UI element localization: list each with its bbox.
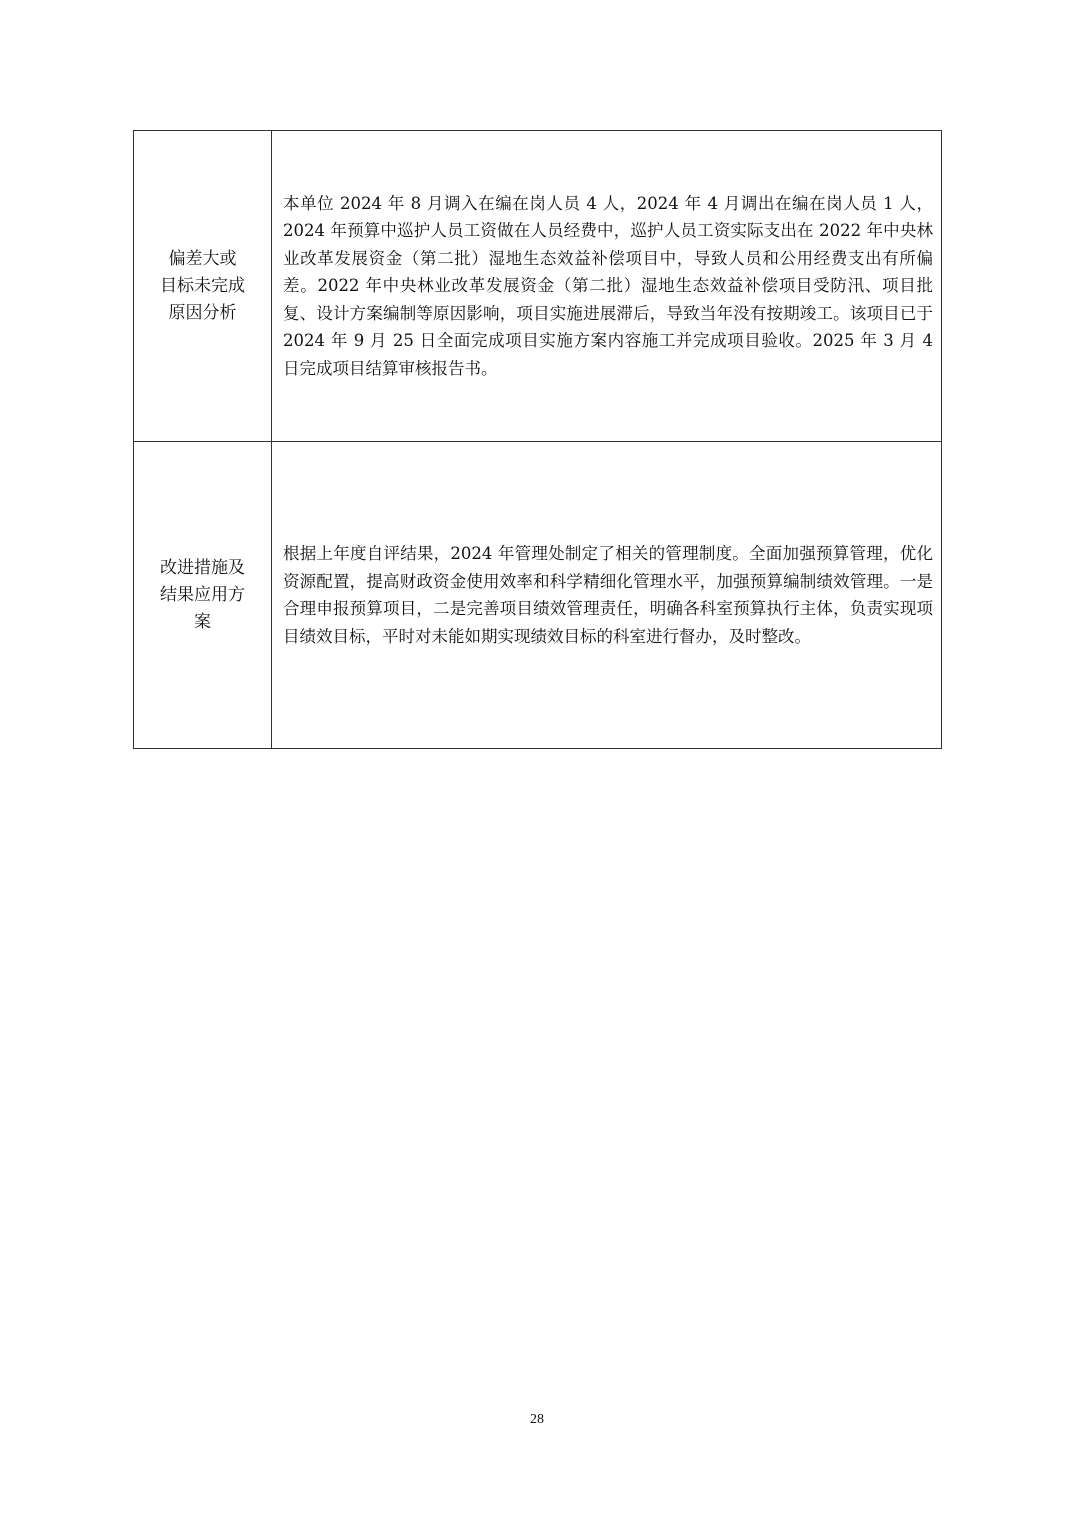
page-number: 28 [530,1412,544,1427]
row-label-line: 原因分析 [168,302,237,323]
row-label-line: 案 [194,611,211,632]
table-row-improvement-measures [134,442,942,749]
row-label-improvement-measures [134,442,272,749]
evaluation-table [133,130,942,749]
row-label-line: 结果应用方 [160,584,245,605]
row-label-deviation-analysis [134,131,272,442]
row-label-line: 改进措施及 [160,557,245,578]
row-label-line: 目标未完成 [160,275,245,296]
row-content-improvement-measures: 根据上年度自评结果，2024 年管理处制定了相关的管理制度。全面加强预算管理，优化资源配置，提高财政资金使用效率和科学精细化管理水平，加强预算编制绩效管理。一是合理申报预算项目，二是完善项目绩效管理责任，明确各科室预算执行主体，负责实现项目绩效目标，平时对未能如期实现绩效目标的科室进行督办，及时整改。 [272,442,942,749]
row-label-line: 偏差大或 [168,248,237,269]
table-row-deviation-analysis [134,131,942,442]
row-content-deviation-analysis: 本单位 2024 年 8 月调入在编在岗人员 4 人，2024 年 4 月调出在编在岗人员 1 人，2024 年预算中巡护人员工资做在人员经费中，巡护人员工资实际支出在 2022 年中央林业改革发展资金（第二批）湿地生态效益补偿项目中，导致人员和公用经费支出有所偏差。2022 年中央林业改革发展资金（第二批）湿地生态效益补偿项目受防汛、项目批复、设计方案编制等原因影响，项目实施进展滞后，导致当年没有按期竣工。该项目已于 2024 年 9 月 25 日全面完成项目实施方案内容施工并完成项目验收。2025 年 3 月 4 日完成项目结算审核报告书。 [272,131,942,442]
